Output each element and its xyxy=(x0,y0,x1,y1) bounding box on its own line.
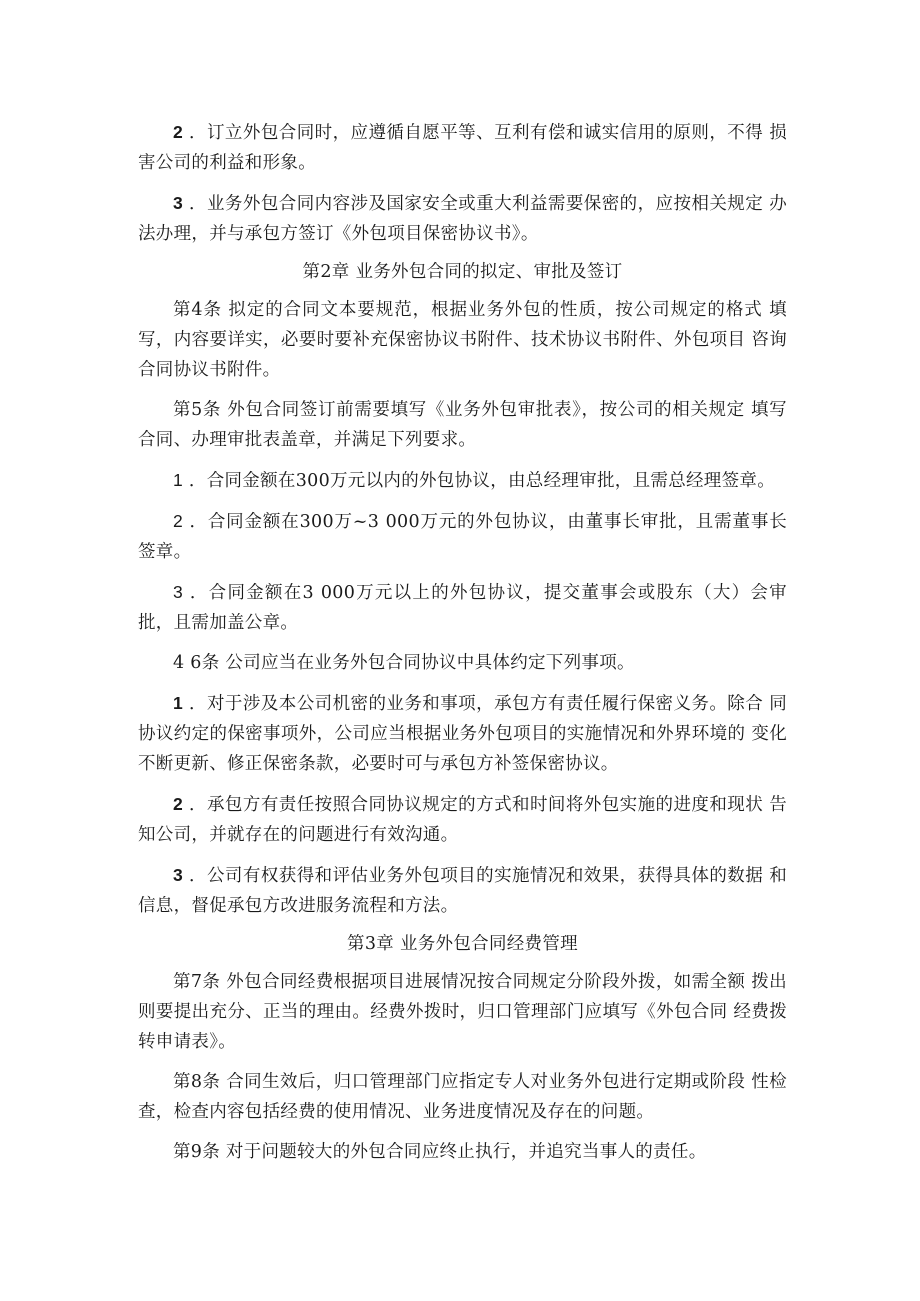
item-text: ．公司有权获得和评估业务外包项目的实施情况和效果，获得具体的数据 和信息，督促承包方改进服务流程和方法。 xyxy=(138,866,787,916)
article-text: 公司应当在业务外包合同协议中具体约定下列事项。 xyxy=(219,653,635,673)
article-label: 第9条 xyxy=(173,1142,221,1162)
item-text: ．承包方有责任按照合同协议规定的方式和时间将外包实施的进度和现状 告知公司，并就存在的问题进行有效沟通。 xyxy=(138,795,787,845)
article-9-paragraph xyxy=(138,1137,787,1167)
clause-number: 2 xyxy=(173,122,184,142)
clause-2-paragraph xyxy=(138,117,787,178)
article-6-item-1 xyxy=(138,688,787,779)
item-number: 3 xyxy=(173,865,184,885)
article-label: 第4条 xyxy=(173,300,222,320)
article-6-item-2 xyxy=(138,789,787,850)
article-label: 第7条 xyxy=(173,972,221,992)
item-text: ．合同金额在300万元以内的外包协议，由总经理审批，且需总经理签章。 xyxy=(183,471,776,491)
item-text: ．对于涉及本公司机密的业务和事项，承包方有责任履行保密义务。除合 同协议约定的保密事项外，公司应当根据业务外包项目的实施情况和外界环境的 变化不断更新、修正保密条款，必要时可与承包方补签保密协议。 xyxy=(138,694,787,774)
clause-text: ．订立外包合同时，应遵循自愿平等、互利有偿和诚实信用的原则，不得 损害公司的利益和形象。 xyxy=(138,123,787,173)
article-label: 第8条 xyxy=(173,1072,221,1092)
item-number: 2 xyxy=(173,794,184,814)
article-6-paragraph xyxy=(138,648,787,678)
article-text: 对于问题较大的外包合同应终止执行，并追究当事人的责任。 xyxy=(220,1142,707,1162)
article-5-paragraph xyxy=(138,395,787,455)
article-label: 第5条 xyxy=(173,400,222,420)
clause-number: 3 xyxy=(173,193,184,213)
chapter-2-heading: 第2章 业务外包合同的拟定、审批及签订 xyxy=(302,262,623,282)
article-label: 4 6条 xyxy=(173,653,220,673)
item-number: 1 xyxy=(173,470,184,490)
article-text: 拟定的合同文本要规范，根据业务外包的性质，按公司规定的格式 填写，内容要详实，必要时要补充保密协议书附件、技术协议书附件、外包项目 咨询合同协议书附件。 xyxy=(138,300,787,380)
clause-text: ．业务外包合同内容涉及国家安全或重大利益需要保密的，应按相关规定 办法办理，并与承包方签订《外包项目保密协议书》。 xyxy=(138,194,787,244)
item-text: ．合同金额在3 000万元以上的外包协议，提交董事会或股东（大）会审 批，且需加盖公章。 xyxy=(138,583,787,633)
item-number: 1 xyxy=(173,693,184,713)
item-text: ．合同金额在300万~3 000万元的外包协议，由董事长审批，且需董事长 签章。 xyxy=(138,512,787,562)
article-6-item-3 xyxy=(138,860,787,921)
item-number: 2 xyxy=(173,511,184,531)
chapter-3-heading: 第3章 业务外包合同经费管理 xyxy=(347,934,578,954)
clause-3-paragraph xyxy=(138,188,787,249)
article-text: 外包合同签订前需要填写《业务外包审批表》，按公司的相关规定 填写合同、办理审批表盖章，并满足下列要求。 xyxy=(138,400,787,450)
article-7-paragraph xyxy=(138,967,787,1057)
article-8-paragraph xyxy=(138,1067,787,1127)
article-5-item-1 xyxy=(138,465,787,496)
article-4-paragraph xyxy=(138,295,787,385)
article-5-item-2 xyxy=(138,506,787,567)
article-5-item-3 xyxy=(138,577,787,638)
article-text: 合同生效后，归口管理部门应指定专人对业务外包进行定期或阶段 性检查，检查内容包括经费的使用情况、业务进度情况及存在的问题。 xyxy=(138,1072,787,1122)
article-text: 外包合同经费根据项目进展情况按合同规定分阶段外拨，如需全额 拨出则要提出充分、正当的理由。经费外拨时，归口管理部门应填写《外包合同 经费拨转申请表》。 xyxy=(138,972,787,1052)
item-number: 3 xyxy=(173,582,184,602)
